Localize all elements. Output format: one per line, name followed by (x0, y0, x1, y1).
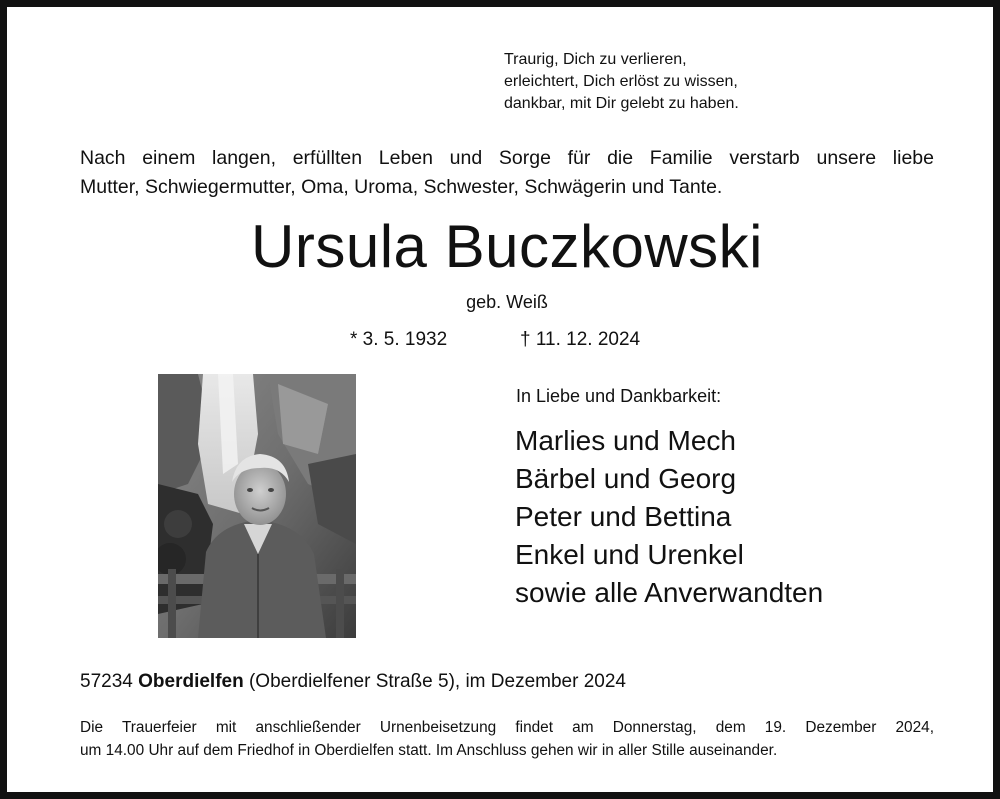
birth-date: * 3. 5. 1932 (350, 329, 448, 350)
poem-line: Traurig, Dich zu verlieren, (504, 51, 687, 68)
postcode: 57234 (80, 671, 133, 692)
poem (504, 49, 739, 115)
maiden-name: geb. Weiß (466, 292, 548, 312)
town: Oberdielfen (138, 671, 244, 692)
mourner-name: Peter und Bettina (515, 501, 732, 532)
poem-line: erleichtert, Dich erlöst zu wissen, (504, 73, 738, 90)
funeral-notice (80, 716, 934, 762)
mourner-name: Enkel und Urenkel (515, 539, 744, 570)
intro-text (80, 144, 934, 202)
mourners-heading: In Liebe und Dankbarkeit: (516, 386, 722, 406)
address: (Oberdielfener Straße 5), im Dezember 2024 (248, 671, 626, 692)
mourner-name: Marlies und Mech (515, 425, 736, 456)
portrait-photo (158, 374, 356, 638)
portrait-image (158, 374, 356, 638)
intro-line: Nach einem langen, erfüllten Leben und Sorge für die Familie verstarb unsere liebe (80, 147, 934, 169)
poem-line: dankbar, mit Dir gelebt zu haben. (504, 95, 739, 112)
intro-line: Mutter, Schwiegermutter, Oma, Uroma, Schwester, Schwägerin und Tante. (80, 176, 723, 198)
funeral-line: Die Trauerfeier mit anschließender Urnenbeisetzung findet am Donnerstag, dem 19. Dezember 2024, (80, 719, 934, 736)
mourner-name: sowie alle Anverwandten (515, 577, 824, 608)
funeral-line: um 14.00 Uhr auf dem Friedhof in Oberdielfen statt. Im Anschluss gehen wir in aller Stille auseinander. (80, 742, 778, 759)
location-line (80, 669, 626, 695)
deceased-name: Ursula Buczkowski (251, 213, 763, 280)
death-date: † 11. 12. 2024 (520, 329, 641, 350)
mourner-name: Bärbel und Georg (515, 463, 737, 494)
mourners-list (515, 422, 823, 612)
